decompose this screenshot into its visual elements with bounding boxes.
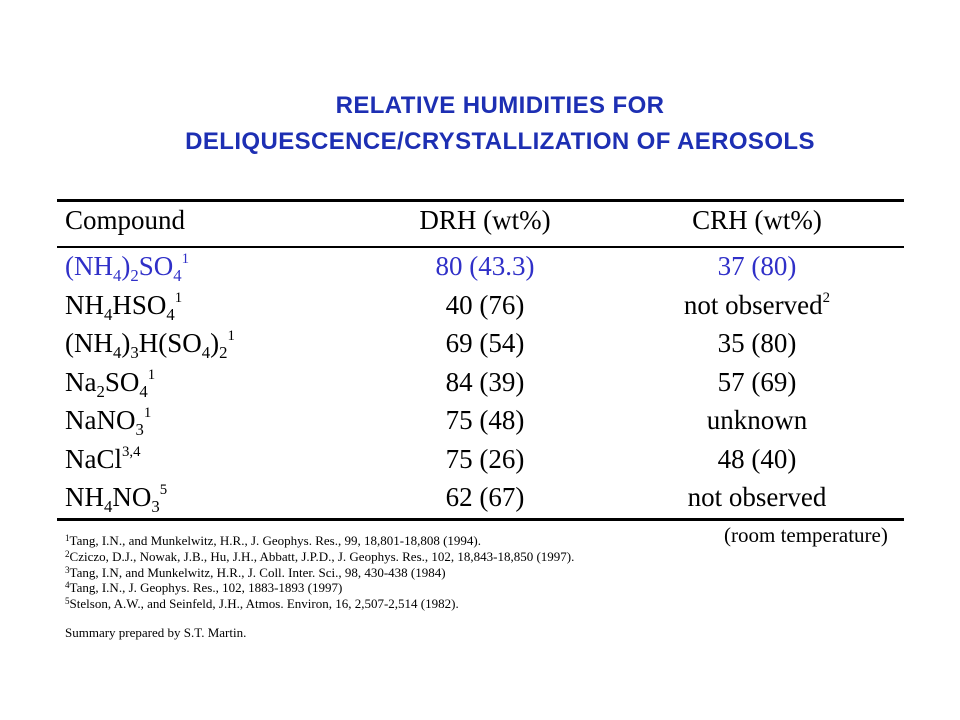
table-row <box>57 364 904 403</box>
reference-item: $^4$Tang, I.N., J. Geophys. Res., 102, 1883-1893 (1997) <box>65 580 343 596</box>
table-row <box>57 441 904 480</box>
reference-text: Cziczo, D.J., Nowak, J.B., Hu, J.H., Abbatt, J.P.D., J. Geophys. Res., 102, 18,843-18,850 (1997). <box>69 548 575 564</box>
reference-item: $^5$Stelson, A.W., and Seinfeld, J.H., Atmos. Environ, 16, 2,507-2,514 (1982). <box>65 596 459 612</box>
compound-cell: NaNO$_3^1$ <box>65 405 152 439</box>
reference-text: Stelson, A.W., and Seinfeld, J.H., Atmos. Environ, 16, 2,507-2,514 (1982). <box>69 596 459 612</box>
compound-cell: $(NH_4)_3H(SO_4)_2^1$ <box>65 328 235 362</box>
crh-cell: 35 (80) <box>717 328 797 358</box>
table-row <box>57 287 904 326</box>
drh-cell: 62 (67) <box>445 482 525 512</box>
room-temperature-note: (room temperature) <box>724 523 888 547</box>
reference-text: Tang, I.N., J. Geophys. Res., 102, 1883-1893 (1997) <box>69 580 343 596</box>
slide-title <box>0 88 960 160</box>
compound-cell: $NH_4HSO_4^1$ <box>65 289 183 324</box>
header-compound: Compound <box>65 205 186 235</box>
reference-text: Tang, I.N, and Munkelwitz, H.R., J. Coll. Inter. Sci., 98, 430-438 (1984) <box>69 564 446 580</box>
rh-table <box>57 199 904 521</box>
compound-cell: $NH_4NO_3^5$ <box>65 482 168 516</box>
references <box>65 533 574 612</box>
drh-cell: 75 (48) <box>445 405 525 435</box>
header-crh: CRH (wt%) <box>692 205 822 235</box>
table-header-row <box>57 202 904 246</box>
crh-cell: 57 (69) <box>717 366 797 397</box>
header-drh: DRH (wt%) <box>419 205 551 235</box>
compound-cell: $(NH_4)_2SO_4^1$ <box>65 251 190 285</box>
crh-cell: 48 (40) <box>717 443 797 474</box>
compound-cell: $Na_2SO_4^1$ <box>65 366 156 401</box>
table-row <box>57 402 904 441</box>
table-bottom-rule <box>57 518 904 521</box>
reference-item: $^2$Cziczo, D.J., Nowak, J.B., Hu, J.H., Abbatt, J.P.D., J. Geophys. Res., 102, 18,843-18,850 (1997). <box>65 548 575 564</box>
title-line-2: DELIQUESCENCE/CRYSTALLIZATION OF AEROSOLS <box>185 128 815 155</box>
crh-cell: not observed <box>687 482 827 512</box>
summary-note: Summary prepared by S.T. Martin. <box>65 625 247 640</box>
reference-item: $^1$Tang, I.N., and Munkelwitz, H.R., J. Geophys. Res., 99, 18,801-18,808 (1994). <box>65 532 481 548</box>
drh-cell: 80 (43.3) <box>435 251 535 281</box>
title-line-1: RELATIVE HUMIDITIES FOR <box>335 92 665 119</box>
compound-cell: NaCl$^{3,4}$ <box>65 443 141 474</box>
drh-cell: 75 (26) <box>445 443 525 474</box>
crh-text: not observed <box>683 289 823 320</box>
reference-text: Tang, I.N., and Munkelwitz, H.R., J. Geophys. Res., 99, 18,801-18,808 (1994). <box>69 533 481 548</box>
table-row <box>57 248 904 287</box>
table-row <box>57 325 904 364</box>
reference-item: $^3$Tang, I.N, and Munkelwitz, H.R., J. Coll. Inter. Sci., 98, 430-438 (1984) <box>65 564 446 580</box>
drh-cell: 84 (39) <box>445 366 525 397</box>
crh-cell: 37 (80) <box>717 251 797 281</box>
table-row <box>57 479 904 518</box>
crh-cell: not observed$^2$ <box>683 289 831 320</box>
crh-cell: unknown <box>706 405 808 435</box>
drh-cell: 69 (54) <box>445 328 525 358</box>
drh-cell: 40 (76) <box>445 289 525 320</box>
